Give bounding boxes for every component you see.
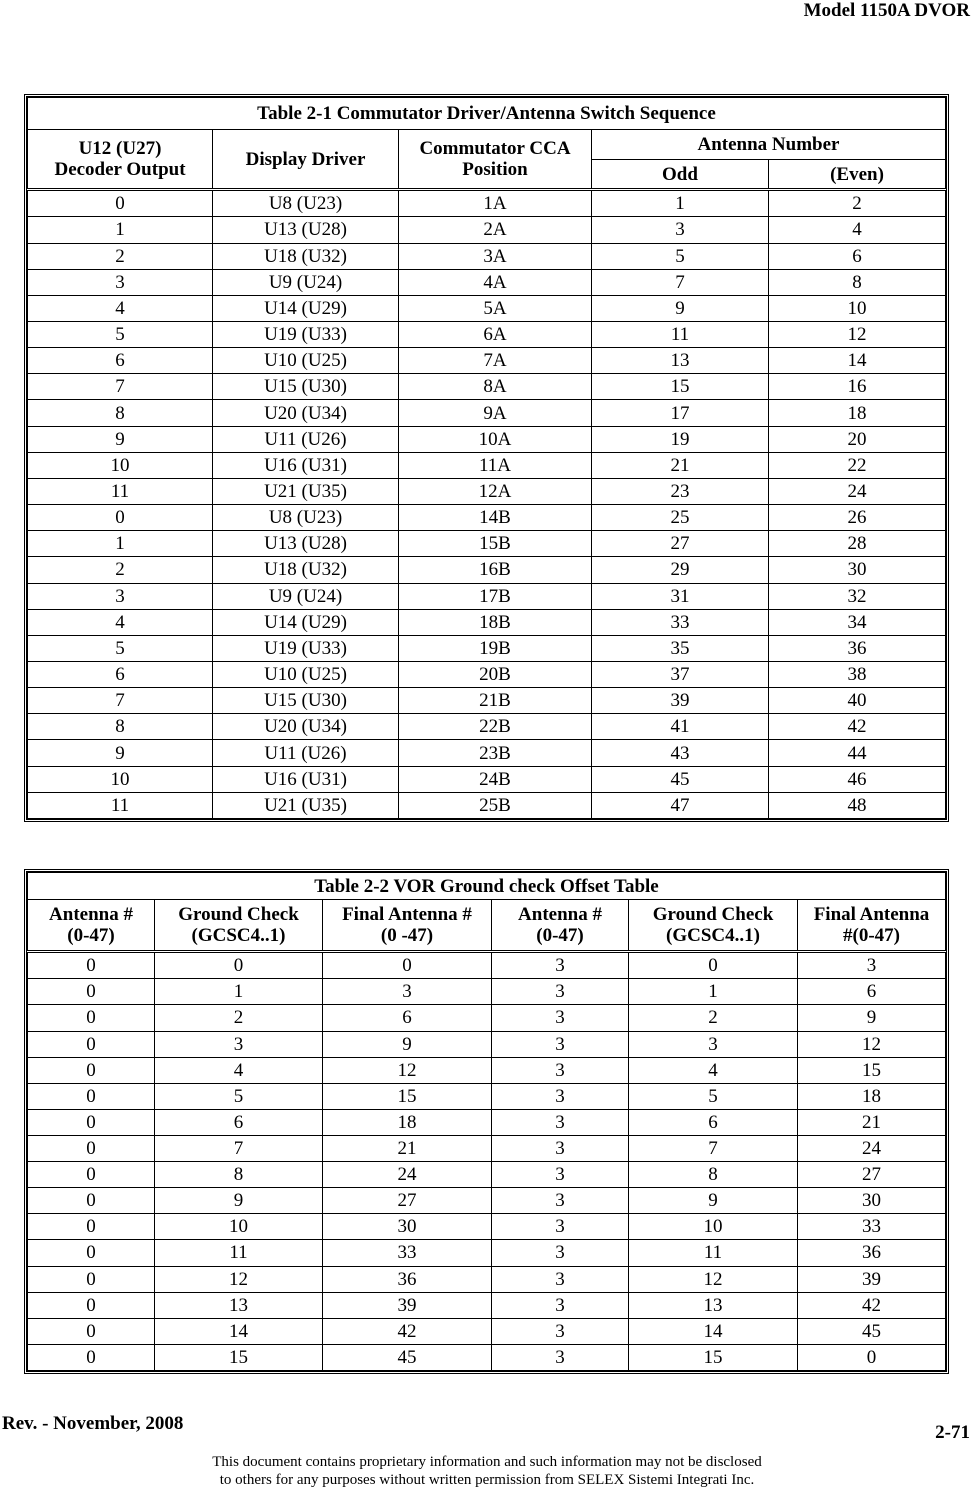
table-cell: 11 [629,1240,798,1266]
table-cell: 6 [28,348,213,374]
table-cell: 6 [769,243,946,269]
table-row [28,190,946,217]
table-cell: 16 [769,374,946,400]
table-cell: 10 [28,766,213,792]
table-cell: 4 [629,1057,798,1083]
table-cell: 48 [769,792,946,818]
table-cell: 24B [399,766,592,792]
table-cell: 9 [28,426,213,452]
table-cell: U20 (U34) [213,400,399,426]
column-header [323,900,492,952]
table-cell: 9 [28,740,213,766]
table-row [28,478,946,504]
table-cell: 5 [629,1083,798,1109]
table-row [28,583,946,609]
table-cell: U11 (U26) [213,426,399,452]
commutator-table [27,97,946,819]
table-cell: U8 (U23) [213,190,399,217]
table-cell: 4A [399,269,592,295]
table-cell: 5A [399,295,592,321]
table-cell: 1 [155,979,323,1005]
table-cell: 37 [592,662,769,688]
table-cell: 15 [798,1057,946,1083]
table-cell: 3 [492,1240,629,1266]
table-cell: 10 [155,1214,323,1240]
table-cell: 7 [629,1135,798,1161]
table-cell: 15 [629,1344,798,1370]
table-cell: 41 [592,714,769,740]
notice-line2: to others for any purposes without written permission from SELEX Sistemi Integrati Inc. [219,1472,755,1488]
table-cell: 11 [155,1240,323,1266]
table-row [28,374,946,400]
table-cell: 3 [492,1135,629,1161]
header-decoder-line2: Decoder Output [54,159,186,180]
table-cell: 6 [323,1005,492,1031]
table-row [28,1188,946,1214]
table-cell: 30 [323,1214,492,1240]
table-cell: 8 [28,400,213,426]
table-cell: 2 [28,243,213,269]
column-header-line1: Final Antenna [813,904,930,925]
table-cell: 0 [28,1188,155,1214]
table-cell: 4 [28,609,213,635]
table-row [28,321,946,347]
column-header [629,900,798,952]
table-cell: 3 [492,1057,629,1083]
table-cell: 11A [399,452,592,478]
table-cell: 8 [629,1162,798,1188]
table-cell: 9A [399,400,592,426]
table-cell: 18 [323,1109,492,1135]
table-cell: 36 [769,635,946,661]
table-cell: 5 [28,321,213,347]
table-row [28,1162,946,1188]
table-cell: 18 [798,1083,946,1109]
header-cca-line2: Position [462,159,528,180]
table-cell: 2 [769,190,946,217]
column-header-line1: Antenna # [49,904,133,925]
table-cell: 5 [155,1083,323,1109]
table-cell: 0 [323,952,492,979]
table-cell: 2 [155,1005,323,1031]
table-cell: 22B [399,714,592,740]
table-cell: 8 [28,714,213,740]
table-row [28,295,946,321]
table-cell: 12 [798,1031,946,1057]
table-cell: 1A [399,190,592,217]
table-cell: 23 [592,478,769,504]
table-cell: 0 [28,1135,155,1161]
table-row [28,1005,946,1031]
table-cell: 3 [492,1109,629,1135]
table-cell: 23B [399,740,592,766]
table-cell: 27 [323,1188,492,1214]
table-cell: 29 [592,557,769,583]
table-cell: U10 (U25) [213,662,399,688]
table-cell: 5 [28,635,213,661]
table-cell: 24 [798,1135,946,1161]
table-cell: 3A [399,243,592,269]
table-cell: 14 [629,1318,798,1344]
table-cell: 6 [28,662,213,688]
table-cell: 25 [592,505,769,531]
table-cell: 13 [592,348,769,374]
table-cell: 19 [592,426,769,452]
table-cell: 0 [28,190,213,217]
table-cell: 24 [769,478,946,504]
table-cell: 18 [769,400,946,426]
column-header-line1: Ground Check [178,904,299,925]
table-title: Table 2-2 VOR Ground check Offset Table [28,873,946,900]
table-row [28,1135,946,1161]
table-cell: U10 (U25) [213,348,399,374]
table-row [28,740,946,766]
table-cell: 11 [28,792,213,818]
table-cell: 3 [492,1292,629,1318]
table-cell: 0 [28,979,155,1005]
table-cell: 20B [399,662,592,688]
column-header-line2: (0-47) [536,925,584,946]
table-cell: 4 [155,1057,323,1083]
table-cell: 42 [769,714,946,740]
table-cell: 0 [28,1057,155,1083]
table-cell: U11 (U26) [213,740,399,766]
column-header [798,900,946,952]
table-cell: 3 [629,1031,798,1057]
table-row [28,979,946,1005]
table-cell: U21 (U35) [213,478,399,504]
table-row [28,1318,946,1344]
table-cell: 3 [28,269,213,295]
column-header [155,900,323,952]
table-cell: 31 [592,583,769,609]
table-cell: 0 [28,1005,155,1031]
column-header-line1: Antenna # [518,904,602,925]
table-cell: 33 [798,1214,946,1240]
table-cell: 0 [629,952,798,979]
table-cell: U15 (U30) [213,688,399,714]
table-cell: 45 [798,1318,946,1344]
table-cell: 7A [399,348,592,374]
table-cell: U18 (U32) [213,243,399,269]
table-cell: 7 [28,374,213,400]
table-cell: 2 [629,1005,798,1031]
ground-check-table [27,872,946,1371]
table-cell: U21 (U35) [213,792,399,818]
table-cell: 40 [769,688,946,714]
table-cell: 33 [323,1240,492,1266]
table-cell: 7 [28,688,213,714]
header-decoder-output [28,130,213,190]
table-cell: 42 [323,1318,492,1344]
table-cell: 39 [592,688,769,714]
table-row [28,1057,946,1083]
table-cell: 42 [798,1292,946,1318]
table-cell: 3 [492,1083,629,1109]
table-row [28,1344,946,1370]
table-cell: 12 [155,1266,323,1292]
table-cell: 12 [769,321,946,347]
column-header-line2: (0 -47) [380,925,434,946]
table-cell: 30 [769,557,946,583]
table-cell: 15 [323,1083,492,1109]
table-cell: 0 [28,1083,155,1109]
header-odd: Odd [592,160,769,190]
column-header-line2: (GCSC4..1) [191,925,286,946]
table-cell: 14 [155,1318,323,1344]
table-cell: 0 [28,1109,155,1135]
table-cell: 0 [28,1344,155,1370]
table-row [28,217,946,243]
table-cell: 28 [769,531,946,557]
table-cell: 12 [323,1057,492,1083]
table-row [28,1292,946,1318]
document-header-model: Model 1150A DVOR [803,0,970,21]
table-cell: U13 (U28) [213,531,399,557]
table-row [28,714,946,740]
table-cell: 9 [592,295,769,321]
table-cell: 16B [399,557,592,583]
table-cell: 17 [592,400,769,426]
table-cell: 36 [798,1240,946,1266]
table-cell: 13 [155,1292,323,1318]
notice-line1: This document contains proprietary information and such information may not be disclosed [212,1454,762,1470]
table-cell: U18 (U32) [213,557,399,583]
table-row [28,609,946,635]
table-cell: 47 [592,792,769,818]
table-cell: 2A [399,217,592,243]
table-cell: 10 [629,1214,798,1240]
table-cell: 11 [592,321,769,347]
table-2-1 [24,94,949,822]
table-cell: 0 [28,1318,155,1344]
table-cell: 36 [323,1266,492,1292]
column-header-line2: (0-47) [67,925,115,946]
table-cell: 21 [798,1109,946,1135]
table-cell: 8 [769,269,946,295]
table-cell: 34 [769,609,946,635]
table-cell: 24 [323,1162,492,1188]
table-cell: U19 (U33) [213,321,399,347]
table-row [28,400,946,426]
table-2-2 [24,869,949,1374]
table-cell: 18B [399,609,592,635]
table-cell: U16 (U31) [213,452,399,478]
table-cell: 0 [28,505,213,531]
table-cell: 25B [399,792,592,818]
table-row [28,1109,946,1135]
table-cell: 22 [769,452,946,478]
table-cell: 45 [323,1344,492,1370]
table-cell: 3 [492,1005,629,1031]
table-cell: 0 [28,1292,155,1318]
table-cell: 15B [399,531,592,557]
table-row [28,1083,946,1109]
header-display-driver: Display Driver [213,130,399,190]
table-cell: 44 [769,740,946,766]
table-cell: 3 [492,1318,629,1344]
table-cell: 27 [592,531,769,557]
column-header-line2: (GCSC4..1) [666,925,760,946]
table-cell: 19B [399,635,592,661]
table-cell: 33 [592,609,769,635]
table-cell: 0 [28,1162,155,1188]
table-cell: 12 [629,1266,798,1292]
table-cell: 15 [155,1344,323,1370]
table-title: Table 2-1 Commutator Driver/Antenna Switch Sequence [28,98,946,130]
table-cell: 1 [28,217,213,243]
table-cell: 39 [798,1266,946,1292]
table-cell: 26 [769,505,946,531]
table-row [28,557,946,583]
table-cell: U9 (U24) [213,583,399,609]
table-row [28,662,946,688]
table-cell: 46 [769,766,946,792]
table-row [28,688,946,714]
table-cell: 9 [629,1188,798,1214]
table-cell: 3 [323,979,492,1005]
table-row [28,243,946,269]
table-row [28,635,946,661]
column-header-line1: Final Antenna # [342,904,472,925]
table-cell: U14 (U29) [213,609,399,635]
table-cell: 3 [155,1031,323,1057]
table-row [28,1031,946,1057]
table-cell: 38 [769,662,946,688]
table-cell: 3 [492,1266,629,1292]
table-cell: 27 [798,1162,946,1188]
table-body [28,190,946,819]
table-cell: 6A [399,321,592,347]
column-header-line1: Ground Check [652,904,774,925]
table-cell: 1 [28,531,213,557]
table-cell: 6 [629,1109,798,1135]
table-row [28,1214,946,1240]
table-cell: 3 [28,583,213,609]
table-cell: 3 [492,1214,629,1240]
table-cell: U15 (U30) [213,374,399,400]
table-cell: 7 [592,269,769,295]
page-number: 2-71 [935,1422,970,1443]
table-cell: 14B [399,505,592,531]
table-cell: 10 [769,295,946,321]
table-cell: 11 [28,478,213,504]
table-row [28,766,946,792]
table-cell: 35 [592,635,769,661]
table-cell: 9 [155,1188,323,1214]
table-row [28,1240,946,1266]
table-cell: 14 [769,348,946,374]
table-row [28,1266,946,1292]
table-cell: 0 [28,952,155,979]
table-cell: 9 [323,1031,492,1057]
table-row [28,952,946,979]
table-cell: 17B [399,583,592,609]
table-row [28,452,946,478]
table-cell: U14 (U29) [213,295,399,321]
table-cell: 3 [798,952,946,979]
table-cell: U13 (U28) [213,217,399,243]
table-row [28,505,946,531]
table-cell: 0 [28,1214,155,1240]
revision-date: Rev. - November, 2008 [2,1413,184,1434]
header-decoder-line1: U12 (U27) [78,138,162,159]
table-row [28,531,946,557]
table-cell: 3 [492,1188,629,1214]
table-cell: U20 (U34) [213,714,399,740]
table-cell: 3 [492,1162,629,1188]
table-cell: 3 [592,217,769,243]
table-cell: 30 [798,1188,946,1214]
table-cell: 0 [28,1240,155,1266]
table-cell: 21 [592,452,769,478]
table-cell: 0 [798,1344,946,1370]
table-cell: 21B [399,688,592,714]
table-cell: 8 [155,1162,323,1188]
table-cell: 3 [492,952,629,979]
table-cell: 20 [769,426,946,452]
table-cell: 10 [28,452,213,478]
table-cell: 3 [492,979,629,1005]
table-cell: 4 [28,295,213,321]
table-cell: U16 (U31) [213,766,399,792]
table-cell: 0 [155,952,323,979]
table-cell: 3 [492,1031,629,1057]
table-cell: U8 (U23) [213,505,399,531]
table-cell: U19 (U33) [213,635,399,661]
table-cell: 45 [592,766,769,792]
table-cell: 32 [769,583,946,609]
header-even: (Even) [769,160,946,190]
table-body [28,952,946,1371]
table-cell: 6 [798,979,946,1005]
table-cell: 6 [155,1109,323,1135]
proprietary-notice [0,1453,974,1489]
table-cell: 0 [28,1031,155,1057]
table-cell: 5 [592,243,769,269]
table-cell: 43 [592,740,769,766]
column-header [492,900,629,952]
table-cell: 10A [399,426,592,452]
table-cell: 4 [769,217,946,243]
table-cell: 3 [492,1344,629,1370]
header-cca-line1: Commutator CCA [419,138,571,159]
table-cell: 7 [155,1135,323,1161]
table-row [28,426,946,452]
table-row [28,269,946,295]
header-commutator-position [399,130,592,190]
table-cell: 2 [28,557,213,583]
column-header [28,900,155,952]
header-antenna-number: Antenna Number [592,130,946,160]
table-cell: 8A [399,374,592,400]
table-row [28,348,946,374]
column-header-line2: #(0-47) [843,925,900,946]
table-cell: 1 [592,190,769,217]
table-cell: 21 [323,1135,492,1161]
table-cell: 39 [323,1292,492,1318]
table-cell: 1 [629,979,798,1005]
table-cell: 9 [798,1005,946,1031]
table-cell: 13 [629,1292,798,1318]
table-row [28,792,946,818]
table-cell: 0 [28,1266,155,1292]
table-cell: U9 (U24) [213,269,399,295]
table-cell: 15 [592,374,769,400]
table-cell: 12A [399,478,592,504]
